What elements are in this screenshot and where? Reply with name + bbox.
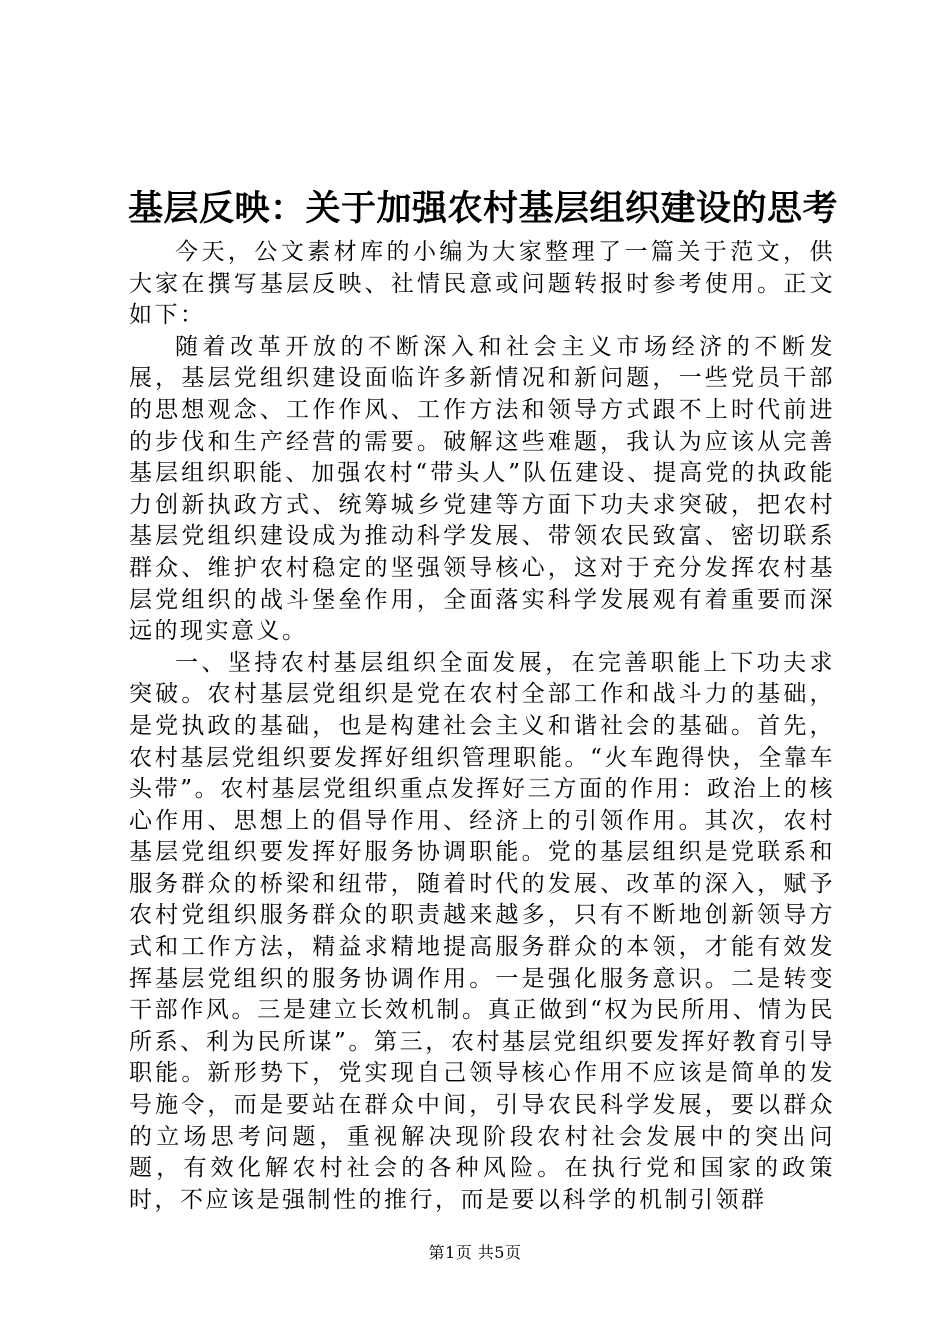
body-paragraph: 随着改革开放的不断深入和社会主义市场经济的不断发展，基层党组织建设面临许多新情况和新问题，一些党员干部的思想观念、工作作风、工作方法和领导方式跟不上时代前进的步伐和生产经营的需要。破解这些难题，我认为应该从完善基层组织职能、加强农村“带头人”队伍建设、提高党的执政能力创新执政方式、统筹城乡党建等方面下功夫求突破，把农村基层党组织建设成为推动科学发展、带领农民致富、密切联系群众、维护农村稳定的坚强领导核心，这对于充分发挥农村基层党组织的战斗堡垒作用，全面落实科学发展观有着重要而深远的现实意义。 bbox=[129, 333, 835, 645]
intro-paragraph: 今天，公文素材库的小编为大家整理了一篇关于范文，供大家在撰写基层反映、社情民意或问题转报时参考使用。正文如下： bbox=[129, 239, 835, 329]
document-title: 基层反映：关于加强农村基层组织建设的思考 bbox=[128, 188, 839, 229]
page-number-footer: 第1页 共5页 bbox=[428, 1243, 522, 1262]
body-paragraph: 一、坚持农村基层组织全面发展，在完善职能上下功夫求突破。农村基层党组织是党在农村全部工作和战斗力的基础，是党执政的基础，也是构建社会主义和谐社会的基础。首先，农村基层党组织要发挥好组织管理职能。“火车跑得快，全靠车头带”。农村基层党组织重点发挥好三方面的作用：政治上的核心作用、思想上的倡导作用、经济上的引领作用。其次，农村基层党组织要发挥好服务协调职能。党的基层组织是党联系和服务群众的桥梁和纽带，随着时代的发展、改革的深入，赋予农村党组织服务群众的职责越来越多，只有不断地创新领导方式和工作方法，精益求精地提高服务群众的本领，才能有效发挥基层党组织的服务协调作用。一是强化服务意识。二是转变干部作风。三是建立长效机制。真正做到“权为民所用、情为民所系、利为民所谋”。第三，农村基层党组织要发挥好教育引导职能。新形势下，党实现自己领导核心作用不应该是简单的发号施令，而是要站在群众中间，引导农民科学发展，要以群众的立场思考问题，重视解决现阶段农村社会发展中的突出问题，有效化解农村社会的各种风险。在执行党和国家的政策时，不应该是强制性的推行，而是要以科学的机制引领群 bbox=[129, 649, 835, 1213]
document-body bbox=[129, 237, 835, 1216]
